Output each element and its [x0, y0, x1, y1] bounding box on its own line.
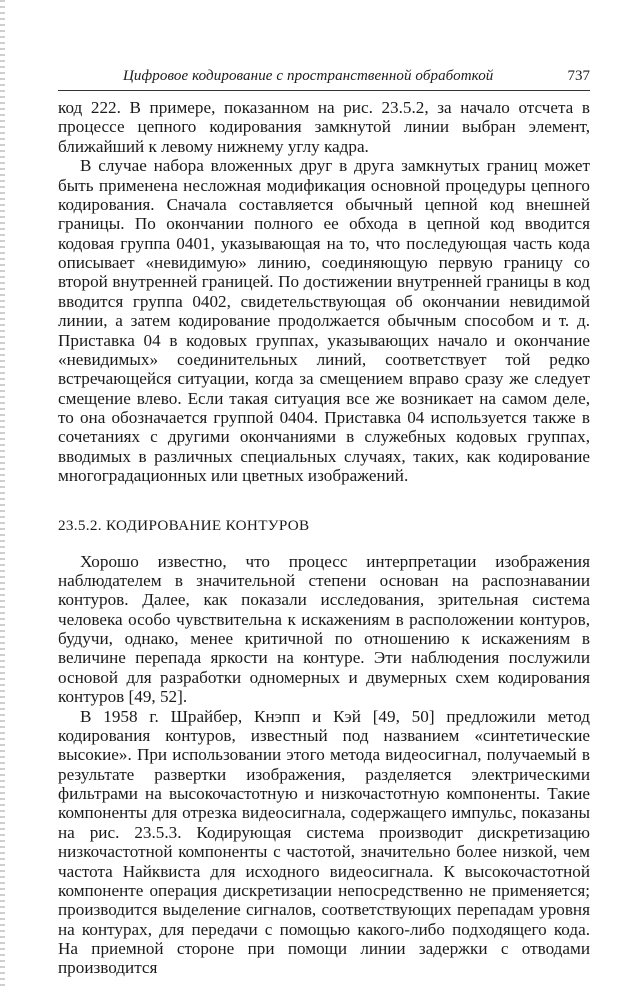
page-body — [58, 98, 590, 978]
paragraph-contour-perception: Хорошо известно, что процесс интерпретации изображения наблюдателем в значительной степени основан на распознавании контуров. Далее, как показали исследования, зрительная система человека особо чувствительна к искажениям в расположении контуров, будучи, однако, менее критичной по отношению к искажениям в величине перепада яркости на контуре. Эти наблюдения послужили основой для разработки одномерных и двумерных схем кодирования контуров [49, 52]. — [58, 551, 590, 707]
running-title: Цифровое кодирование с пространственной обработкой — [123, 68, 494, 84]
paragraph-continued: код 222. В примере, показанном на рис. 23.5.2, за начало отсчета в процессе цепного кодирования замкнутой линии выбран элемент, ближайший к левому нижнему углу кадра. — [58, 98, 590, 156]
section-heading: 23.5.2. КОДИРОВАНИЕ КОНТУРОВ — [58, 516, 310, 534]
scan-edge-dots — [0, 0, 5, 990]
page-number: 737 — [567, 68, 590, 84]
paragraph-synthetic-highs: В 1958 г. Шрайбер, Кнэпп и Кэй [49, 50] предложили метод кодирования контуров, известный под названием «синтетические высокие». При использовании этого метода видеосигнал, получаемый в результате развертки изображения, разделяется электрическими фильтрами на высокочастотную и низкочастотную компоненты. Такие компоненты для отрезка видеосигнала, содержащего импульс, показаны на рис. 23.5.3. Кодирующая система производит дискретизацию низкочастотной компоненты с частотой, значительно более низкой, чем частота Найквиста для исходного видеосигнала. К высокочастотной компоненте операция дискретизации непосредственно не применяется; производится выделение сигналов, соответствующих перепадам уровня на контурах, для передачи с помощью какого-либо подходящего кода. На приемной стороне при помощи линии задержки с отводами производится — [58, 706, 590, 978]
paragraph-nested-boundaries: В случае набора вложенных друг в друга замкнутых границ может быть применена несложная модификация основной процедуры цепного кодирования. Сначала составляется обычный цепной код внешней границы. По окончании полного ее обхода в цепной код вводится кодовая группа 0401, указывающая на то, что последующая часть кода описывает «невидимую» линию, соединяющую первую границу со второй внутренней границей. По достижении внутренней границы в код вводится группа 0402, свидетельствующая об окончании невидимой линии, а затем кодирование продолжается обычным способом и т. д. Приставка 04 в кодовых группах, указывающих начало и окончание «невидимых» соединительных линий, соответствует той редко встречающейся ситуации, когда за смещением вправо сразу же следует смещение влево. Если такая ситуация все же возникает на самом деле, то она обозначается группой 0404. Приставка 04 используется также в сочетаниях с другими окончаниями в служебных кодовых группах, вводимых в различных специальных случаях, таких, как кодирование многоградационных или цветных изображений. — [58, 156, 590, 486]
running-header — [58, 66, 590, 91]
